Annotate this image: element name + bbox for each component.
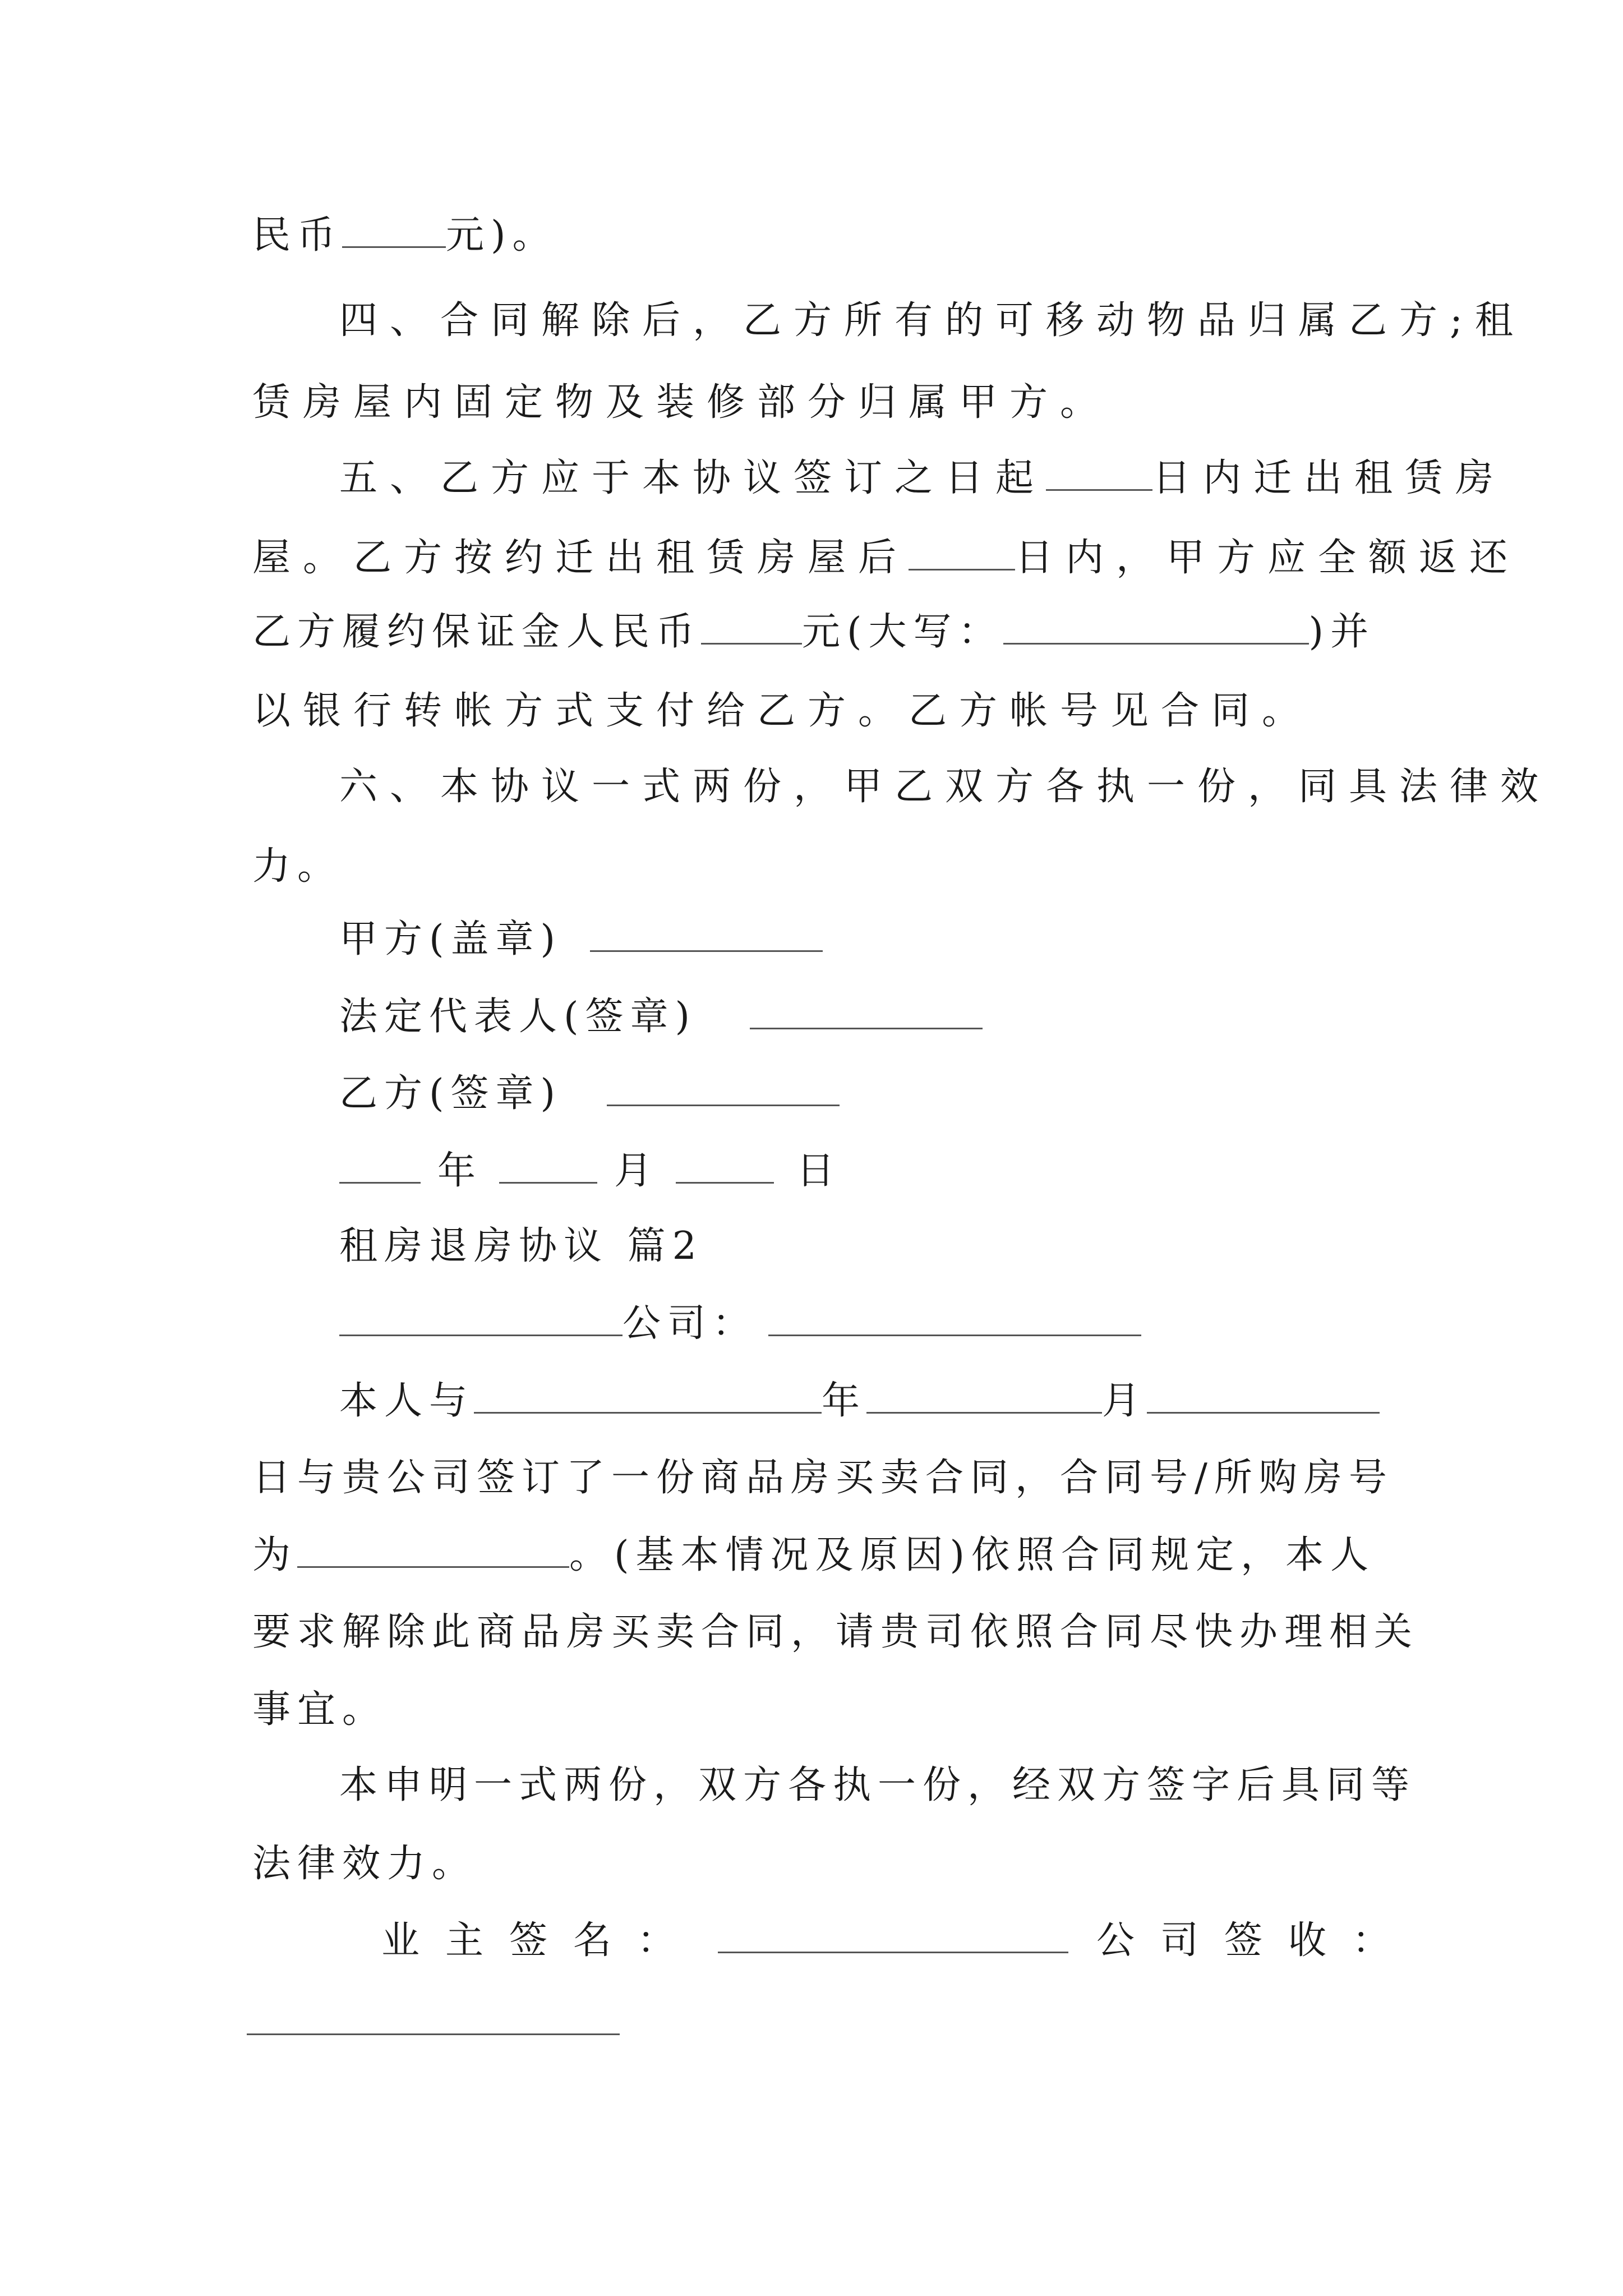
line-text: 乙方履约保证金人民币 (252, 610, 702, 654)
owner-signature-blank (718, 1919, 1068, 1953)
declaration-line1 (339, 1763, 1416, 1808)
line-text: 日内迁出租赁房 (1152, 456, 1506, 500)
blank-field (339, 1302, 623, 1336)
clause-five-line1 (339, 456, 1506, 501)
clause-five-line4 (252, 689, 1312, 734)
line-text: 为 (252, 1533, 298, 1577)
blank-field (474, 1379, 822, 1414)
company-receipt-blank (247, 2033, 620, 2035)
line-text: 日 (796, 1149, 842, 1193)
line-text: 四、合同解除后，乙方所有的可移动物品归属乙方;租 (339, 298, 1525, 343)
statement-line2 (252, 1456, 1394, 1501)
signature-line (381, 1918, 1416, 1963)
blank-field (1147, 1379, 1380, 1414)
line-text: 五、乙方应于本协议签订之日起 (339, 456, 1046, 500)
line-text: 乙方(签章) (339, 1071, 562, 1116)
clause-four-line2 (252, 380, 1110, 425)
line-text: 事宜。 (252, 1687, 388, 1732)
blank-field (676, 1149, 774, 1184)
blank-field (342, 214, 446, 248)
blank-field (297, 1534, 569, 1568)
clause-five-line3 (252, 610, 1375, 655)
blank-field (701, 610, 802, 645)
line-text: 要求解除此商品房买卖合同，请贵司依照合同尽快办理相关 (252, 1610, 1419, 1654)
line-text: 法律效力。 (252, 1842, 477, 1886)
company-line (339, 1301, 1141, 1346)
line-renminbi-amount (252, 213, 557, 258)
blank-field (866, 1379, 1102, 1414)
line-text: 六、本协议一式两份，甲乙双方各执一份，同具法律效 (339, 765, 1551, 809)
line-text: 本人与 (339, 1379, 474, 1423)
statement-line1 (339, 1379, 1380, 1424)
line-text: 赁房屋内固定物及装修部分归属甲方。 (252, 380, 1111, 425)
company-receipt-label: 公司签收： (1096, 1918, 1417, 1963)
line-text: 公司： (623, 1301, 758, 1346)
statement-line4 (252, 1610, 1419, 1655)
clause-six-line1 (339, 765, 1551, 809)
blank-field (750, 995, 983, 1029)
date-line (339, 1149, 841, 1194)
line-text: 年 (437, 1149, 483, 1193)
line-text: 日内，甲方应全额返还 (1015, 536, 1520, 580)
party-b-seal-line (339, 1071, 840, 1116)
owner-signature-label: 业主签名： (381, 1918, 702, 1963)
clause-four-line1 (339, 298, 1525, 343)
line-text: 甲方(盖章) (339, 917, 562, 961)
line-text: 以银行转帐方式支付给乙方。乙方帐号见合同。 (252, 689, 1313, 733)
statement-line5 (252, 1687, 387, 1732)
blank-field (590, 918, 823, 952)
blank-field (1003, 610, 1309, 645)
line-text: 月 (614, 1149, 660, 1193)
line-text: 本申明一式两份，双方各执一份，经双方签字后具同等 (339, 1763, 1417, 1807)
line-text: 年 (822, 1379, 867, 1423)
declaration-line2 (252, 1842, 477, 1887)
line-text: 元)。 (446, 213, 557, 257)
blank-field (1046, 457, 1152, 491)
blank-field (499, 1149, 597, 1184)
blank-field (607, 1072, 840, 1106)
line-text: 法定代表人(签章) (339, 995, 697, 1039)
line-text: 屋。乙方按约迁出租赁房屋后 (252, 536, 909, 580)
clause-six-line2 (252, 844, 342, 889)
line-text: 民币 (252, 213, 343, 257)
line-text: 日与贵公司签订了一份商品房买卖合同，合同号/所购房号 (252, 1456, 1394, 1500)
line-text: )并 (1308, 610, 1376, 654)
section-title: 租房退房协议 篇2 (339, 1224, 703, 1268)
line-text: 月 (1102, 1379, 1147, 1423)
legal-rep-seal-line (339, 995, 983, 1039)
line-text: 元(大写： (802, 610, 1003, 654)
statement-line3 (252, 1533, 1375, 1578)
blank-field (339, 1149, 421, 1184)
blank-field (768, 1302, 1141, 1336)
line-text: 。(基本情况及原因)依照合同规定，本人 (569, 1533, 1376, 1577)
clause-five-line2 (252, 536, 1520, 581)
blank-field (909, 536, 1015, 570)
line-text: 力。 (252, 844, 343, 889)
party-a-seal-line (339, 917, 823, 962)
section-heading (339, 1224, 703, 1269)
